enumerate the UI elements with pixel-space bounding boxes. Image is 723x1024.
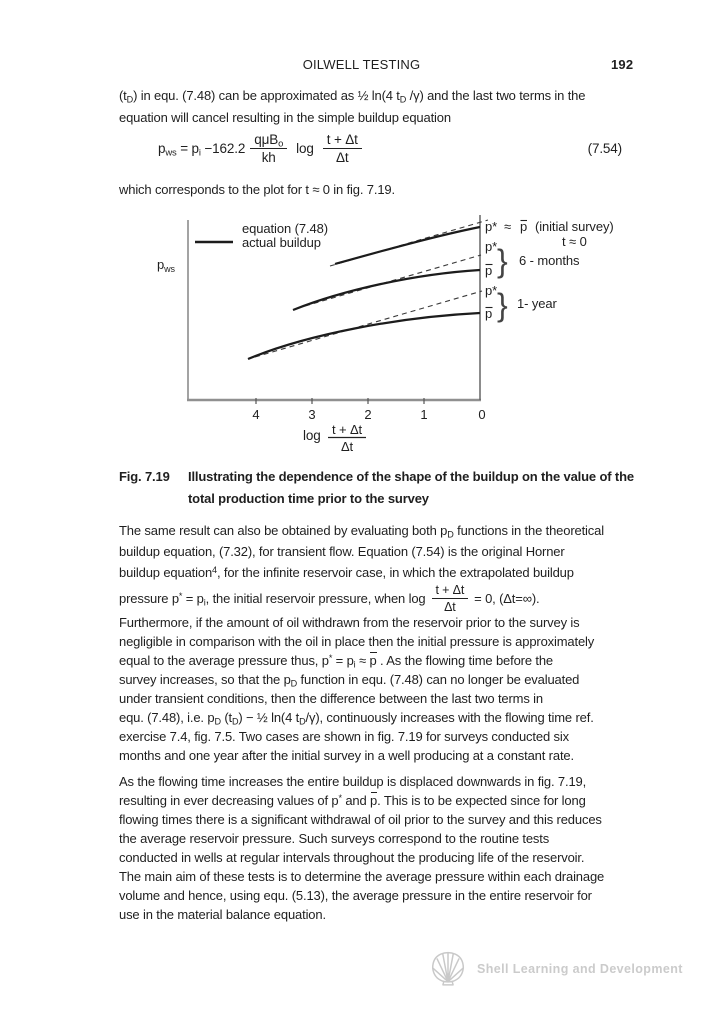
equation-body (158, 132, 367, 165)
footer-brand (429, 950, 683, 988)
paragraph-lines (119, 520, 604, 583)
figure-caption (119, 466, 634, 510)
equation-number: (7.54) (587, 141, 622, 156)
text-line: which corresponds to the plot for t ≈ 0 in fig. 7.19. (119, 182, 395, 197)
text-line: Furthermore, if the amount of oil withdrawn from the reservoir prior to the survey is (119, 615, 580, 630)
body-paragraph (119, 772, 604, 924)
x-tick-label: 2 (364, 407, 372, 422)
caption-line: total production time prior to the survey (188, 491, 429, 506)
legend-actual-buildup: actual buildup (242, 235, 321, 250)
x-axis-label-denominator: Δt (340, 439, 354, 454)
intro-paragraph (119, 85, 585, 129)
y-axis-label (157, 257, 176, 274)
buildup-plot (110, 207, 700, 457)
page-title: OILWELL TESTING (302, 57, 421, 72)
fraction-denominator: Δt (336, 150, 349, 165)
x-axis-label-numerator: t + Δt (331, 422, 363, 437)
text-line: the average reservoir pressure. Such surveys correspond to the routine tests (119, 831, 550, 846)
text-line: The main aim of these tests is to determine the average pressure within each drainage (119, 869, 605, 884)
annotation-initial-survey: (initial survey) (535, 219, 614, 234)
fraction (323, 132, 362, 165)
brace-six-months: } (497, 243, 508, 279)
text-line: conducted in wells at regular intervals throughout the producing life of the reservoir. (119, 850, 585, 865)
fraction-numerator: t + Δt (323, 132, 362, 149)
fraction-denominator: Δt (444, 599, 456, 614)
solid-curve-six-months (293, 270, 480, 310)
fraction-numerator: qμB$_o$ (250, 132, 287, 149)
annotation-pstar-six-months: p* (485, 239, 498, 254)
dashed-curve-one-year (255, 291, 482, 357)
text-line: volume and hence, using equ. (5.13), the average pressure in the entire reservoir for (119, 888, 592, 903)
paragraph-lines (119, 613, 604, 765)
text-line: equation will cancel resulting in the simple buildup equation (119, 110, 451, 125)
inline-equation-line (119, 583, 604, 613)
text-line: $(t_D)$ in equ. (7.48) can be approximated as ½ ln(4 $t_D$ /γ) and the last two terms in the (119, 88, 586, 105)
shell-logo-icon (429, 950, 467, 988)
caption-text (188, 466, 634, 510)
text-line: flowing times there is a significant withdrawal of oil prior to the survey and this reduces (119, 812, 602, 827)
solid-curve-initial (335, 227, 480, 264)
text-line: exercise 7.4, fig. 7.5. Two cases are shown in fig. 7.19 for surveys conducted six (119, 729, 569, 744)
text-line: The same result can also be obtained by evaluating both $p_D$ functions in the theoretical (119, 523, 604, 540)
x-tick-label: 0 (478, 407, 486, 422)
equation-7-54 (119, 132, 622, 165)
text-line: equal to the average pressure thus, $p^* = p_i \approx p$ . As the flowing time before the (119, 652, 553, 670)
log-operator: log (296, 141, 314, 156)
x-tick-label: 1 (420, 407, 428, 422)
legend-equation-748: equation (7.48) (242, 221, 328, 236)
text-line: As the flowing time increases the entire buildup is displaced downwards in fig. 7.19, (119, 774, 587, 789)
page-header (0, 57, 723, 72)
y-label-subscript: ws (164, 264, 175, 274)
text-line: negligible in comparison with the oil in place then the initial pressure is approximately (119, 634, 595, 649)
text-line: use in the material balance equation. (119, 907, 326, 922)
caption-line: Illustrating the dependence of the shape of the buildup on the value of the (188, 469, 634, 484)
text-line: equ. (7.48), i.e. $p_D$ $(t_D)$ − ½ ln(4 $t_D/\gamma$), continuously increases with the flowing time ref. (119, 710, 594, 727)
annotation-t-approx-0: t ≈ 0 (562, 234, 587, 249)
text-line: under transient conditions, then the difference between the last two terms in (119, 691, 543, 706)
x-axis-label-log: log (303, 428, 321, 443)
annotation-six-months: 6 - months (519, 253, 580, 268)
annotation-one-year: 1- year (517, 296, 557, 311)
fraction-denominator: kh (261, 150, 276, 165)
math-prefix: pressure $p^* = p_i$, the initial reservoir pressure, when log (119, 590, 426, 607)
figure-7-19 (110, 207, 700, 460)
annotation-approx: ≈ (504, 219, 512, 234)
brace-one-year: } (497, 287, 508, 323)
annotation-pstar-one-year: p* (485, 283, 498, 298)
y-label-main: p (157, 257, 165, 272)
text-line: resulting in ever decreasing values of p* and p. This is to be expected since for long (119, 792, 586, 808)
annotation-pbar-six-months: p (485, 263, 493, 278)
x-tick-label: 3 (308, 407, 316, 422)
fraction (432, 583, 469, 614)
page-number: 192 (611, 57, 634, 72)
fraction-numerator: t + Δt (432, 583, 469, 599)
brand-text: Shell Learning and Development (477, 962, 683, 976)
text-line: survey increases, so that the $p_D$ function in equ. (7.48) can no longer be evaluated (119, 672, 580, 689)
annotation-pstar-initial: p* (485, 219, 498, 234)
x-tick-label: 4 (252, 407, 260, 422)
solid-curve-one-year (248, 313, 480, 359)
equation-lhs: $p_{ws} = p_i -162.2$ (158, 141, 246, 159)
annotation-pbar-initial: p (520, 219, 528, 234)
annotation-pbar-one-year: p (485, 306, 493, 321)
fraction (250, 132, 287, 165)
body-paragraph (119, 520, 604, 765)
text-line: buildup equation$^4$, for the infinite reservoir case, in which the extrapolated buildup (119, 564, 574, 580)
caption-tag: Fig. 7.19 (119, 469, 170, 484)
math-suffix: = 0, (Δt=∞). (474, 590, 540, 606)
text-line: months and one year after the initial survey in a well producing at a constant rate. (119, 748, 574, 763)
text-line: buildup equation, (7.32), for transient flow. Equation (7.54) is the original Horner (119, 544, 565, 559)
